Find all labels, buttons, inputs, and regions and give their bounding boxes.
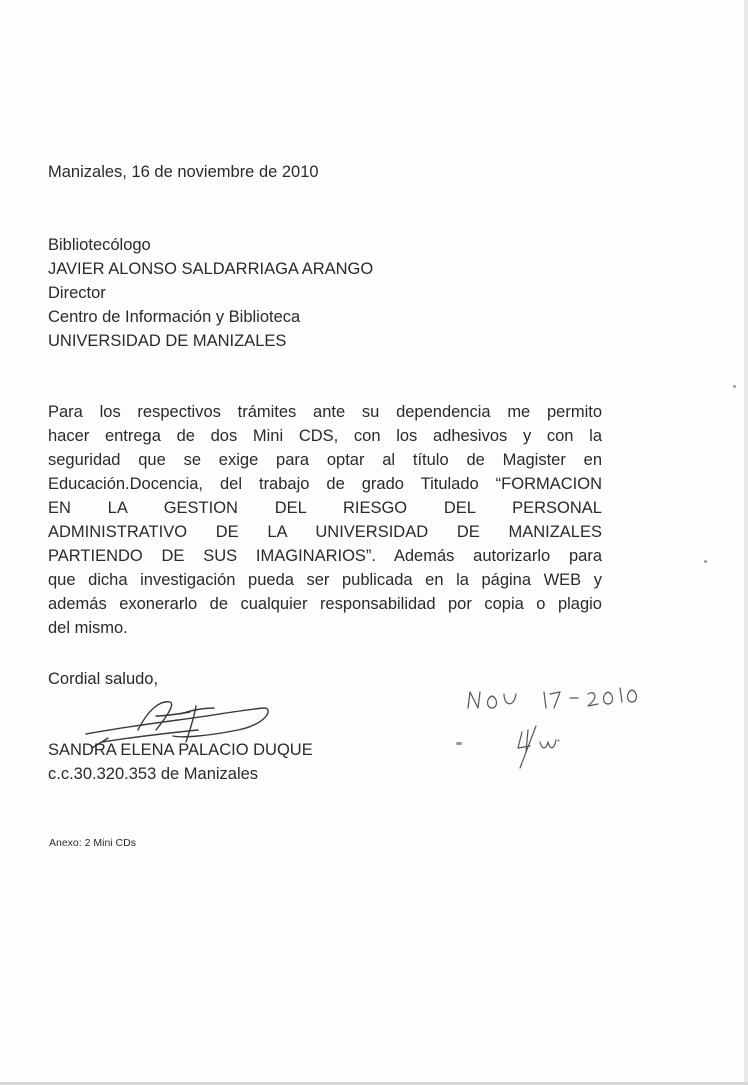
recipient-department: Centro de Información y Biblioteca (48, 308, 301, 326)
recipient-name: JAVIER ALONSO SALDARRIAGA ARANGO (48, 260, 374, 278)
handwritten-initials (512, 722, 572, 772)
recipient-institution: UNIVERSIDAD DE MANIZALES (48, 332, 287, 350)
body-line: del mismo. (48, 619, 128, 637)
body-line: ADMINISTRATIVO DE LA UNIVERSIDAD DE MANIZALES (48, 523, 602, 541)
body-line: Para los respectivos trámites ante su dependencia me permito (48, 403, 602, 421)
scan-speck (456, 742, 462, 745)
handwritten-received-date (462, 678, 642, 718)
body-line: seguridad que se exige para optar al título de Magister en (48, 451, 602, 469)
scan-speck (704, 560, 707, 563)
signer-name: SANDRA ELENA PALACIO DUQUE (48, 741, 313, 759)
closing-line: Cordial saludo, (48, 670, 159, 688)
body-line: que dicha investigación pueda ser publicada en la página WEB y (48, 571, 602, 589)
body-line: Educación.Docencia, del trabajo de grado Titulado “FORMACION (48, 475, 602, 493)
annex-note: Anexo: 2 Mini CDs (49, 837, 136, 849)
body-line: EN LA GESTION DEL RIESGO DEL PERSONAL (48, 499, 602, 517)
scan-edge-right (744, 0, 748, 1085)
body-line: hacer entrega de dos Mini CDS, con los adhesivos y con la (48, 427, 602, 445)
recipient-title: Bibliotecólogo (48, 236, 151, 254)
recipient-block (48, 233, 373, 353)
signer-id: c.c.30.320.353 de Manizales (48, 765, 259, 783)
scan-speck (733, 385, 736, 388)
body-line: PARTIENDO DE SUS IMAGINARIOS”. Además autorizarlo para (48, 547, 602, 565)
letter-body (48, 400, 602, 640)
body-line: además exonerarlo de cualquier responsabilidad por copia o plagio (48, 595, 602, 613)
date-line: Manizales, 16 de noviembre de 2010 (48, 163, 319, 181)
recipient-position: Director (48, 284, 106, 302)
